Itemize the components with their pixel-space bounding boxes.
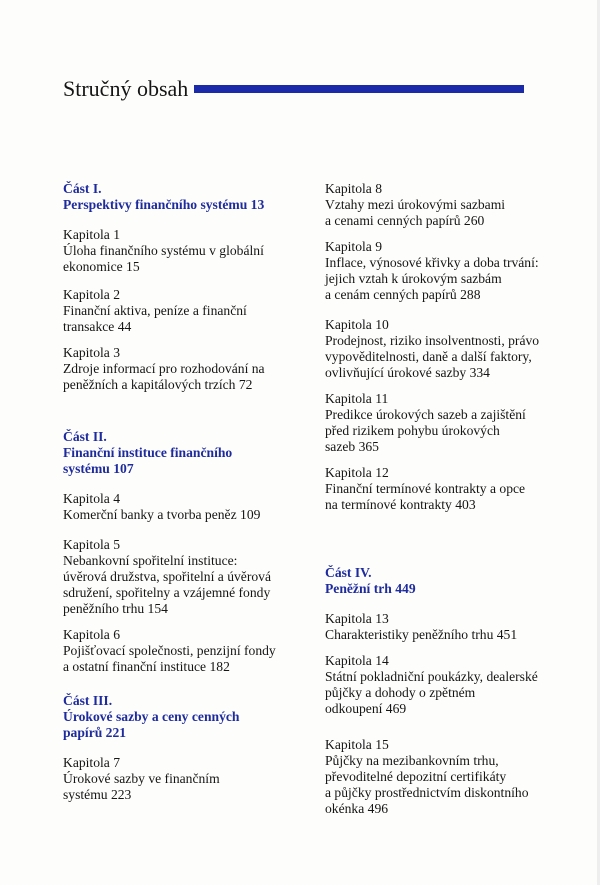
chapter-number: Kapitola 8 [325, 181, 383, 196]
chapter-entry [63, 491, 260, 523]
part-number: Část IV. [325, 565, 372, 580]
part-title: Úrokové sazby a ceny cenných [63, 709, 240, 724]
part-heading [63, 693, 239, 741]
chapter-number: Kapitola 7 [63, 755, 121, 770]
chapter-number: Kapitola 9 [325, 239, 383, 254]
part-title: Perspektivy finančního systému 13 [63, 197, 265, 212]
chapter-title: jejich vztah k úrokovým sazbám [325, 271, 502, 286]
chapter-title: Finanční termínové kontrakty a opce [325, 481, 526, 496]
part-number: Část II. [63, 429, 107, 444]
chapter-title: peněžního trhu 154 [63, 601, 168, 616]
chapter-title: Nebankovní spořitelní instituce: [63, 553, 238, 568]
chapter-title: Charakteristiky peněžního trhu 451 [325, 627, 518, 642]
chapter-number: Kapitola 5 [63, 537, 121, 552]
chapter-number: Kapitola 2 [63, 287, 121, 302]
chapter-entry [325, 653, 538, 717]
chapter-title: Půjčky na mezibankovním trhu, [325, 753, 499, 768]
chapter-entry [325, 239, 539, 303]
chapter-title: úvěrová družstva, spořitelní a úvěrová [63, 569, 271, 584]
chapter-title: sazeb 365 [325, 439, 379, 454]
chapter-entry [325, 737, 529, 817]
chapter-title: Státní pokladniční poukázky, dealerské [325, 669, 538, 684]
chapter-title: a cenám cenných papírů 288 [325, 287, 481, 302]
chapter-number: Kapitola 1 [63, 227, 121, 242]
part-title: systému 107 [63, 461, 134, 476]
chapter-entry [63, 537, 271, 617]
chapter-entry [325, 317, 539, 381]
chapter-number: Kapitola 13 [325, 611, 389, 626]
chapter-entry [325, 465, 525, 513]
chapter-title: Inflace, výnosové křivky a doba trvání: [325, 255, 539, 270]
chapter-entry [63, 627, 276, 675]
chapter-number: Kapitola 15 [325, 737, 389, 752]
chapter-title: systému 223 [63, 787, 132, 802]
chapter-number: Kapitola 6 [63, 627, 121, 642]
chapter-title: na termínové kontrakty 403 [325, 497, 476, 512]
part-title: papírů 221 [63, 725, 127, 740]
part-number: Část III. [63, 693, 113, 708]
chapter-title: převoditelné depozitní certifikáty [325, 769, 507, 784]
part-title: Finanční instituce finančního [63, 445, 233, 460]
chapter-entry [63, 755, 220, 803]
chapter-title: okénka 496 [325, 801, 389, 816]
chapter-title: Vztahy mezi úrokovými sazbami [325, 197, 506, 212]
chapter-entry [63, 227, 264, 275]
chapter-number: Kapitola 14 [325, 653, 389, 668]
chapter-entry [63, 287, 247, 335]
chapter-number: Kapitola 12 [325, 465, 389, 480]
chapter-number: Kapitola 11 [325, 391, 389, 406]
chapter-title: peněžních a kapitálových trzích 72 [63, 377, 253, 392]
chapter-title: Komerční banky a tvorba peněz 109 [63, 507, 261, 522]
part-number: Část I. [63, 181, 102, 196]
chapter-title: a půjčky prostřednictvím diskontního [325, 785, 529, 800]
title-rule [194, 85, 524, 93]
chapter-number: Kapitola 4 [63, 491, 121, 506]
chapter-number: Kapitola 10 [325, 317, 389, 332]
chapter-title: odkoupení 469 [325, 701, 407, 716]
chapter-entry [325, 391, 526, 455]
page-title: Stručný obsah [63, 76, 189, 101]
chapter-title: sdružení, spořitelny a vzájemné fondy [63, 585, 271, 600]
chapter-title: Prodejnost, riziko insolventnosti, právo [325, 333, 540, 348]
chapter-title: Úrokové sazby ve finančním [63, 771, 220, 786]
part-heading [63, 429, 232, 477]
chapter-title: Pojišťovací společnosti, penzijní fondy [63, 643, 276, 658]
chapter-entry [63, 345, 265, 393]
part-title: Peněžní trh 449 [325, 581, 416, 596]
chapter-entry [325, 181, 505, 229]
chapter-title: půjčky a dohody o zpětném [325, 685, 476, 700]
chapter-entry [325, 611, 517, 643]
part-heading [63, 181, 264, 213]
chapter-title: ovlivňující úrokové sazby 334 [325, 365, 490, 380]
chapter-title: transakce 44 [63, 319, 132, 334]
chapter-title: a cenami cenných papírů 260 [325, 213, 485, 228]
chapter-title: Predikce úrokových sazeb a zajištění [325, 407, 526, 422]
chapter-title: ekonomice 15 [63, 259, 140, 274]
chapter-title: a ostatní finanční instituce 182 [63, 659, 230, 674]
part-heading [325, 565, 416, 597]
chapter-title: Úloha finančního systému v globální [63, 243, 264, 258]
chapter-title: před rizikem pohybu úrokových [325, 423, 500, 438]
chapter-title: Zdroje informací pro rozhodování na [63, 361, 265, 376]
chapter-title: Finanční aktiva, peníze a finanční [63, 303, 247, 318]
chapter-title: vypověditelnosti, daně a další faktory, [325, 349, 532, 364]
chapter-number: Kapitola 3 [63, 345, 121, 360]
